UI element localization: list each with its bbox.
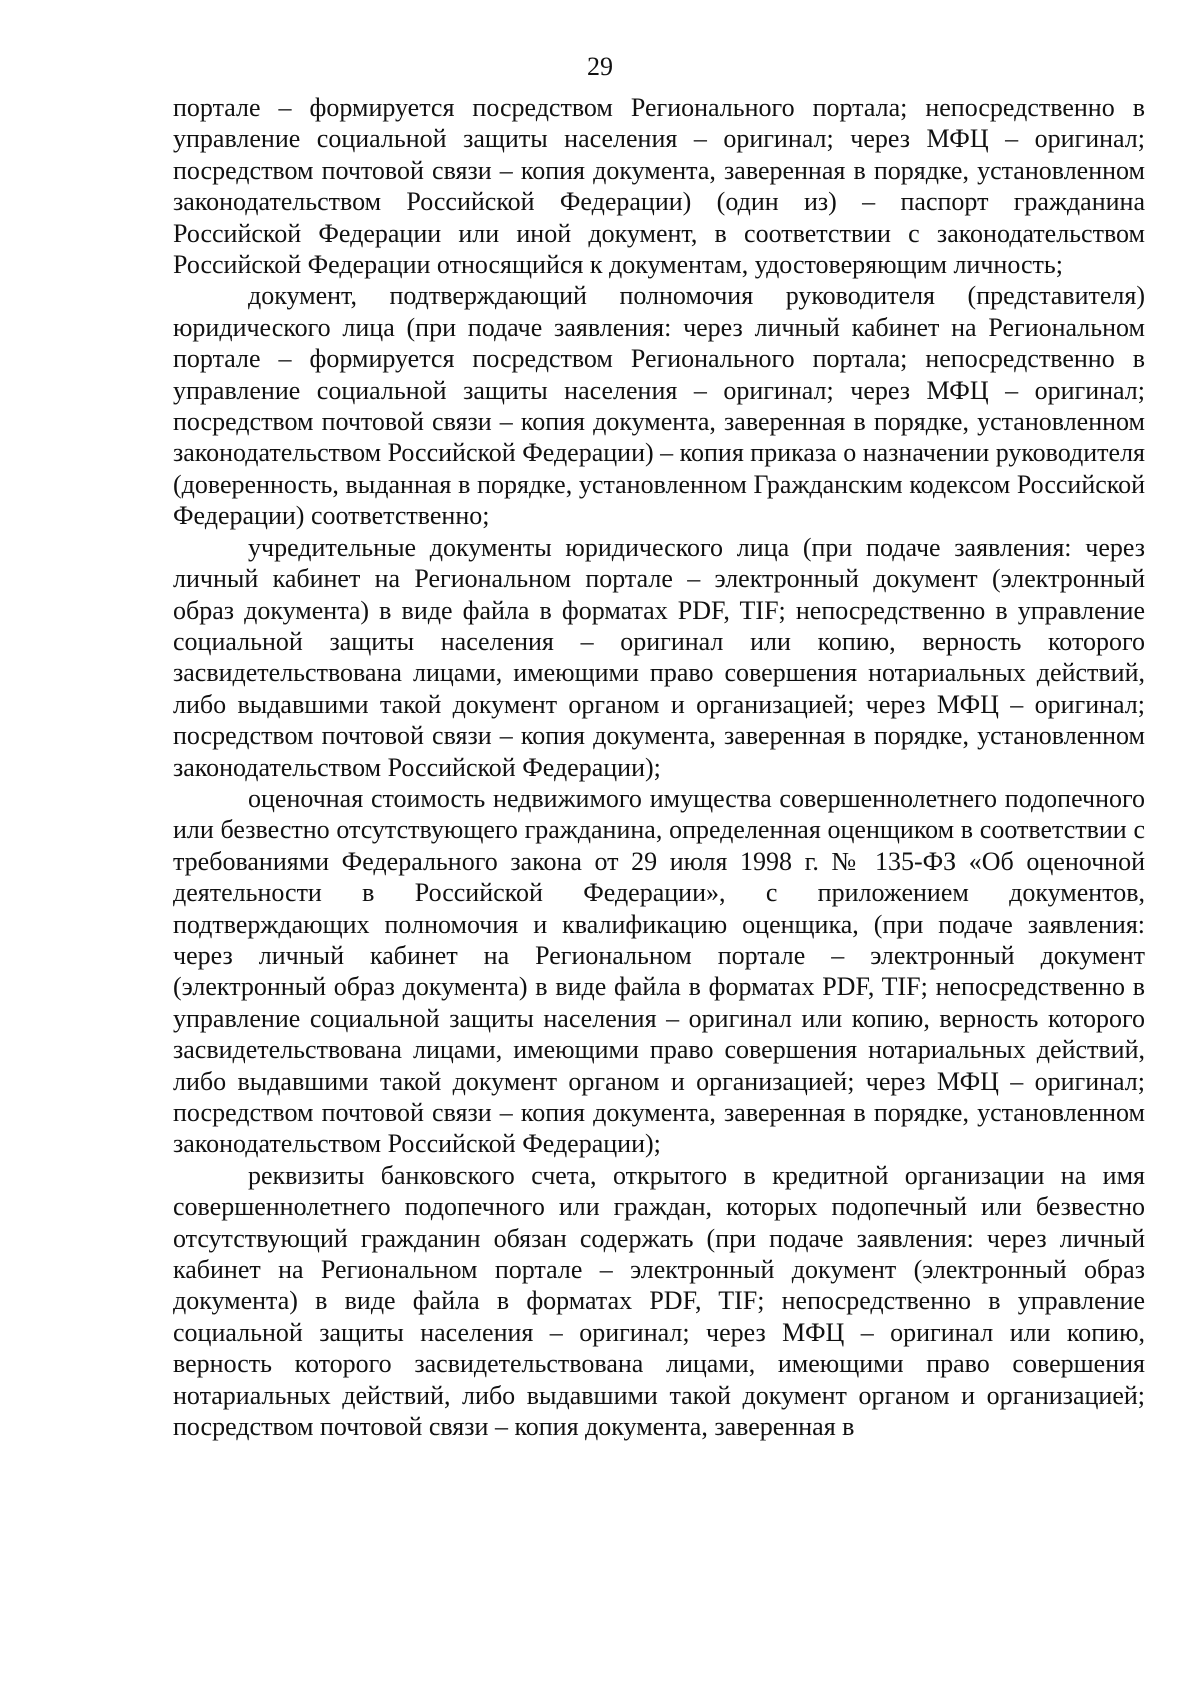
page-number: 29 — [587, 52, 613, 81]
document-body — [173, 92, 1145, 1442]
paragraph-4: оценочная стоимость недвижимого имущества совершеннолетнего подопечного или безвестно отсутствующего гражданина, определенная оценщиком в соответствии с требованиями Федерального закона от 29 июля 1998 г. № 135-ФЗ «Об оценочной деятельности в Российской Федерации», с приложением документов, подтверждающих полномочия и квалификацию оценщика, (при подаче заявления: через личный кабинет на Региональном портале – электронный документ (электронный образ документа) в виде файла в форматах PDF, TIF; непосредственно в управление социальной защиты населения – оригинал или копию, верность которого засвидетельствована лицами, имеющими право совершения нотариальных действий, либо выдавшими такой документ органом и организацией; через МФЦ – оригинал; посредством почтовой связи – копия документа, заверенная в порядке, установленном законодательством Российской Федерации); — [173, 783, 1145, 1159]
paragraph-1: портале – формируется посредством Регионального портала; непосредственно в управление социальной защиты населения – оригинал; через МФЦ – оригинал; посредством почтовой связи – копия документа, заверенная в порядке, установленном законодательством Российской Федерации) (один из) – паспорт гражданина Российской Федерации или иной документ, в соответствии с законодательством Российской Федерации относящийся к документам, удостоверяющим личность; — [173, 93, 1145, 280]
paragraph-5: реквизиты банковского счета, открытого в кредитной организации на имя совершеннолетнего подопечного или граждан, которых подопечный или безвестно отсутствующий гражданин обязан содержать (при подаче заявления: через личный кабинет на Региональном портале – электронный документ (электронный образ документа) в виде файла в форматах PDF, TIF; непосредственно в управление социальной защиты населения – оригинал; через МФЦ – оригинал или копию, верность которого засвидетельствована лицами, имеющими право совершения нотариальных действий, либо выдавшими такой документ органом и организацией; посредством почтовой связи – копия документа, заверенная в — [173, 1160, 1145, 1442]
paragraph-3: учредительные документы юридического лица (при подаче заявления: через личный кабинет на Региональном портале – электронный документ (электронный образ документа) в виде файла в форматах PDF, TIF; непосредственно в управление социальной защиты населения – оригинал или копию, верность которого засвидетельствована лицами, имеющими право совершения нотариальных действий, либо выдавшими такой документ органом и организацией; через МФЦ – оригинал; посредством почтовой связи – копия документа, заверенная в порядке, установленном законодательством Российской Федерации); — [173, 532, 1145, 782]
paragraph-2: документ, подтверждающий полномочия руководителя (представителя) юридического лица (при подаче заявления: через личный кабинет на Региональном портале – формируется посредством Регионального портала; непосредственно в управление социальной защиты населения – оригинал; через МФЦ – оригинал; посредством почтовой связи – копия документа, заверенная в порядке, установленном законодательством Российской Федерации) – копия приказа о назначении руководителя (доверенность, выданная в порядке, установленном Гражданским кодексом Российской Федерации) соответственно; — [173, 281, 1145, 531]
